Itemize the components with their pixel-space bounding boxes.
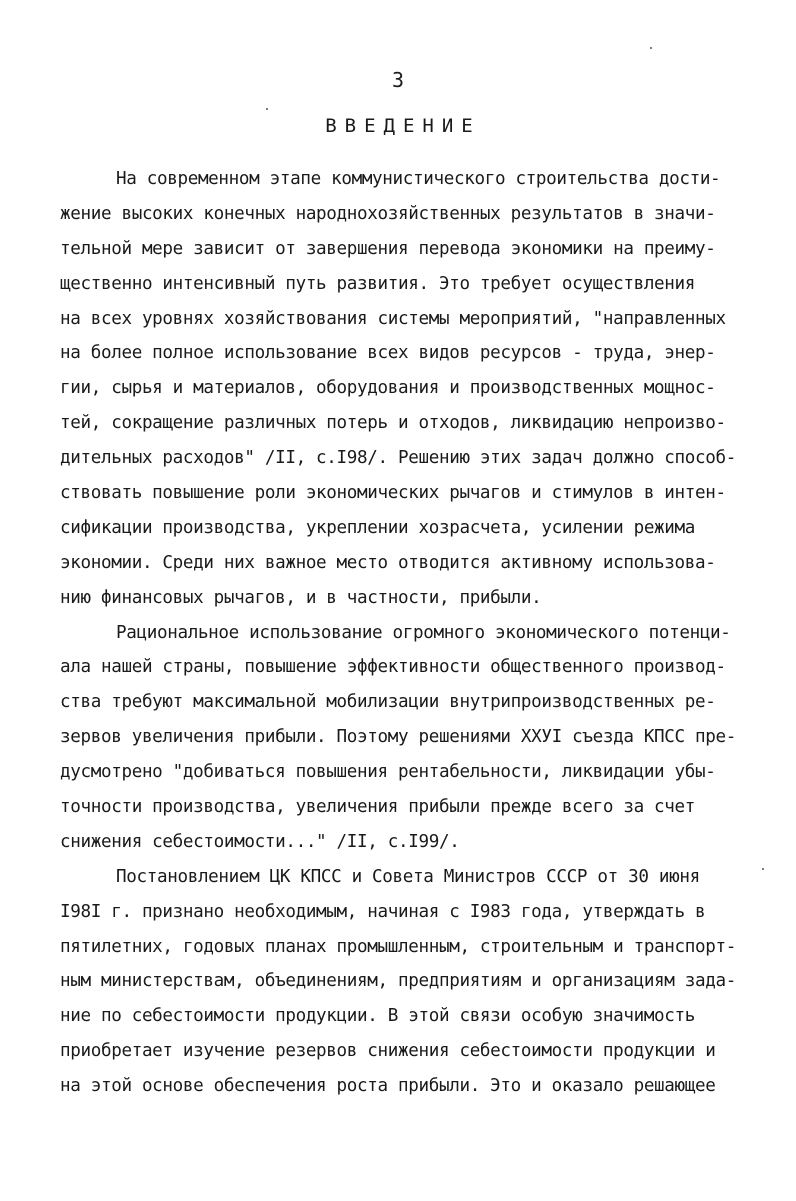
scan-speck xyxy=(266,108,268,110)
paragraph-1-line-12: экономии. Среди них важное место отводится активному использова- xyxy=(60,552,716,573)
page-title: ВВЕДЕНИЕ xyxy=(325,115,481,137)
paragraph-1-line-1: На современном этапе коммунистического строительства дости- xyxy=(116,169,721,189)
paragraph-2-line-4: зервов увеличения прибыли. Поэтому решениями XXУI съезда КПСС пре- xyxy=(60,727,736,748)
paragraph-2-line-2: ала нашей страны, повышение эффективности общественного производ- xyxy=(60,657,726,678)
scan-speck xyxy=(650,47,652,49)
page-number: 3 xyxy=(391,68,405,92)
paragraph-1-line-7: гии, сырья и материалов, оборудования и производственных мощнос- xyxy=(60,378,716,399)
paragraph-1-line-8: тей, сокращение различных потерь и отходов, ликвидацию непроизво- xyxy=(60,413,726,434)
paragraph-3-line-7: на этой основе обеспечения роста прибыли. Это и оказало решающее xyxy=(60,1076,716,1097)
paragraph-1-line-11: сификации производства, укреплении хозрасчета, усилении режима xyxy=(60,517,696,538)
paragraph-2-line-6: точности производства, увеличения прибыли прежде всего за счет xyxy=(60,797,696,818)
paragraph-3-line-2: I98I г. признано необходимым, начиная с I983 года, утверждать в xyxy=(60,901,706,922)
paragraph-2-line-1: Рациональное использование огромного экономического потенци- xyxy=(116,622,731,643)
paragraph-3-line-6: приобретает изучение резервов снижения себестоимости продукции и xyxy=(60,1041,716,1062)
scan-speck xyxy=(762,868,764,870)
paragraph-3-line-5: ние по себестоимости продукции. В этой связи особую значимость xyxy=(60,1006,696,1027)
paragraph-1-line-9: дительных расходов" /II, с.I98/. Решению этих задач должно способ- xyxy=(60,448,736,469)
paragraph-1-line-13: нию финансовых рычагов, и в частности, прибыли. xyxy=(60,587,542,608)
paragraph-1-line-6: на более полное использование всех видов ресурсов - труда, энер- xyxy=(60,343,716,364)
paragraph-3-line-3: пятилетних, годовых планах промышленным, строительным и транспорт- xyxy=(60,936,736,957)
paragraph-2-line-3: ства требуют максимальной мобилизации внутрипроизводственных ре- xyxy=(60,692,716,713)
paragraph-1-line-5: на всех уровнях хозяйствования системы мероприятий, "направленных xyxy=(60,308,726,329)
body-text xyxy=(60,162,750,1104)
paragraph-3-line-1: Постановлением ЦК КПСС и Совета Министров СССР от 30 июня xyxy=(116,866,700,887)
paragraph-1-line-3: тельной мере зависит от завершения перевода экономики на преиму- xyxy=(60,238,716,259)
paragraph-1-line-2: жение высоких конечных народнохозяйственных результатов в значи- xyxy=(60,203,716,224)
paragraph-3-line-4: ным министерствам, объединениям, предприятиям и организациям зада- xyxy=(60,971,736,992)
paragraph-2-line-5: дусмотрено "добиваться повышения рентабельности, ликвидации убы- xyxy=(60,762,716,783)
paragraph-2-line-7: снижения себестоимости..." /II, с.I99/. xyxy=(60,831,460,852)
paragraph-1-line-10: ствовать повышение роли экономических рычагов и стимулов в интен- xyxy=(60,483,726,504)
paragraph-1-line-4: щественно интенсивный путь развития. Это требует осуществления xyxy=(60,273,696,294)
